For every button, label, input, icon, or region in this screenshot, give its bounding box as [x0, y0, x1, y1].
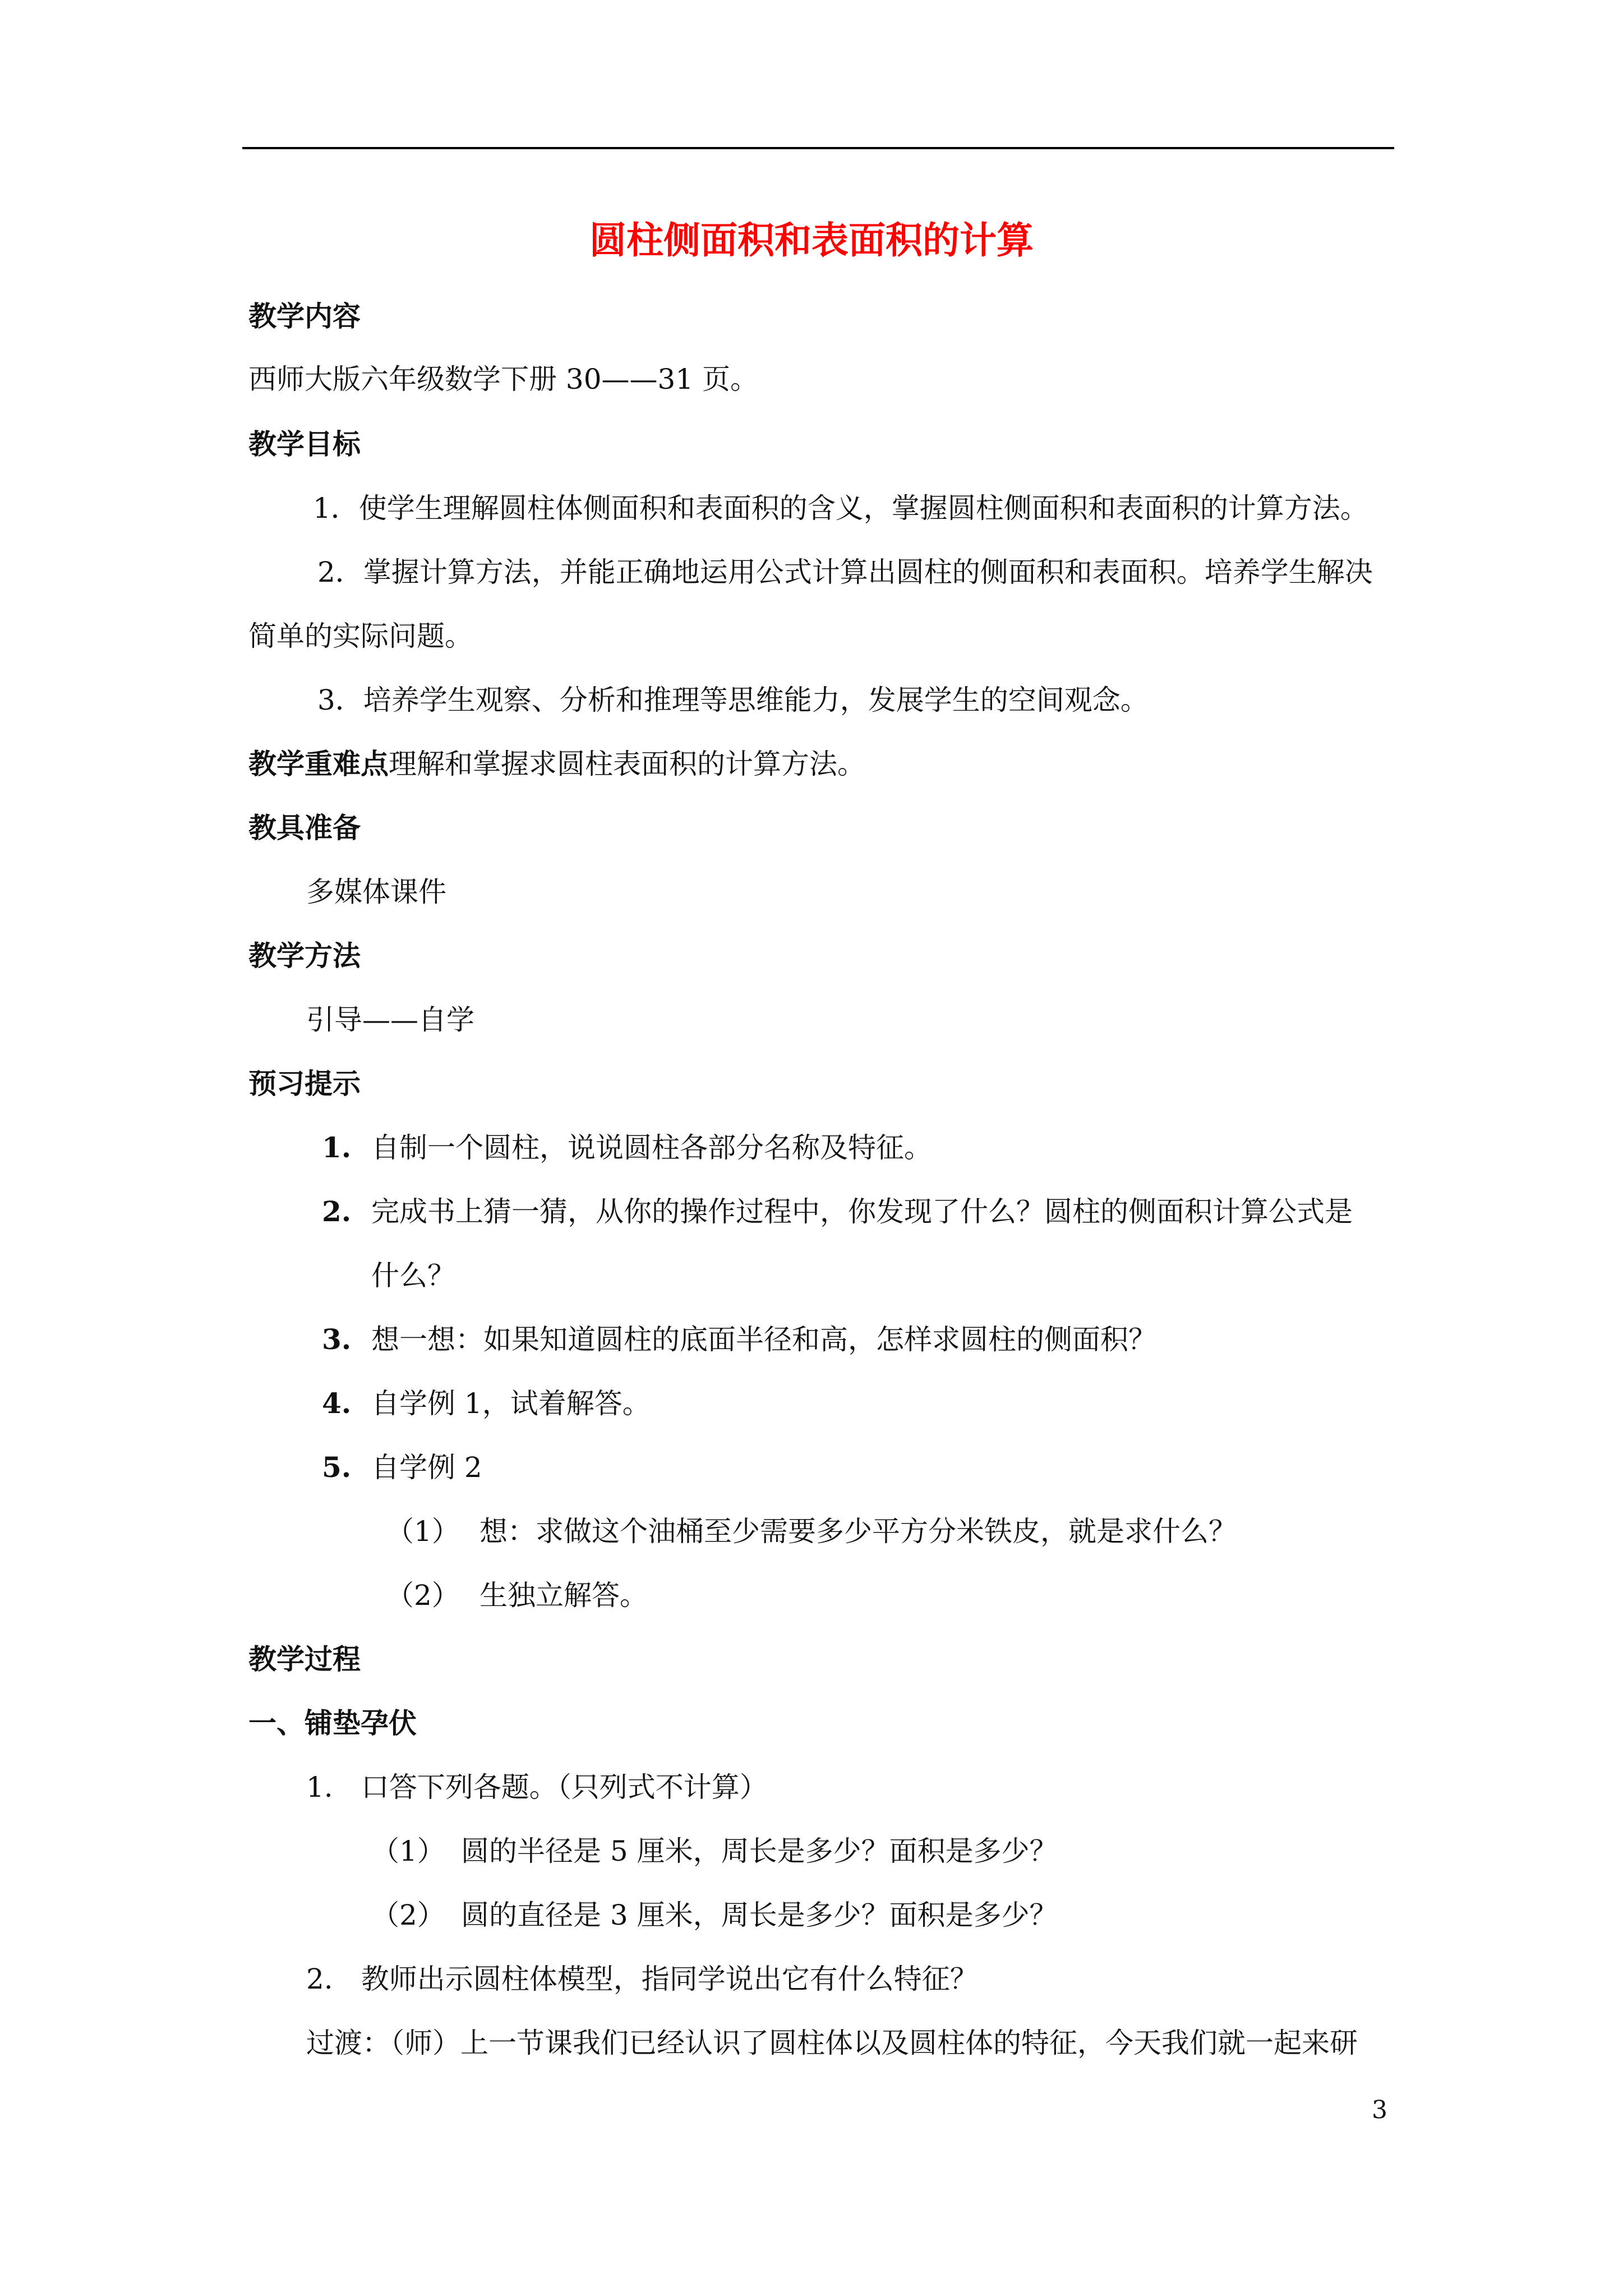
process-item-1: 1. 口答下列各题。（只列式不计算） — [306, 1771, 768, 1803]
preview-item-2-number: 2. — [322, 1195, 352, 1228]
preview-item-2-text: 完成书上猜一猜，从你的操作过程中，你发现了什么？圆柱的侧面积计算公式是 — [371, 1195, 1353, 1228]
preview-item-2-cont: 什么？ — [371, 1259, 455, 1292]
content-text: 西师大版六年级数学下册 30——31 页。 — [248, 363, 759, 395]
method-text: 引导——自学 — [306, 1004, 474, 1036]
process-subitem-1-number: （1） — [371, 1835, 445, 1867]
preview-item-4-number: 4. — [322, 1387, 352, 1420]
goal-item-2: 2．掌握计算方法，并能正确地运用公式计算出圆柱的侧面积和表面积。培养学生解决 — [317, 556, 1373, 588]
process-subitem-2-number: （2） — [371, 1899, 445, 1931]
heading-part1: 一、铺垫孕伏 — [248, 1706, 417, 1740]
goal-item-2-cont: 简单的实际问题。 — [248, 620, 473, 652]
preview-subitem-1-text: 想：求做这个油桶至少需要多少平方分米铁皮，就是求什么？ — [479, 1515, 1237, 1548]
preview-item-5-text: 自学例 2 — [371, 1451, 482, 1484]
preview-subitem-2-text: 生独立解答。 — [479, 1579, 648, 1612]
key-points-line — [248, 744, 865, 784]
heading-content: 教学内容 — [248, 300, 361, 333]
process-item-2: 2. 教师出示圆柱体模型，指同学说出它有什么特征？ — [306, 1963, 978, 1995]
process-subitem-2-text: 圆的直径是 3 厘米，周长是多少？面积是多少？ — [461, 1899, 1058, 1931]
page-number: 3 — [1372, 2096, 1387, 2124]
preview-item-4-text: 自学例 1，试着解答。 — [371, 1387, 651, 1420]
preview-subitem-2-number: （2） — [386, 1579, 460, 1612]
preview-item-1-text: 自制一个圆柱，说说圆柱各部分名称及特征。 — [371, 1131, 932, 1164]
tools-text: 多媒体课件 — [306, 876, 446, 908]
heading-method: 教学方法 — [248, 939, 361, 972]
preview-item-3-text: 想一想：如果知道圆柱的底面半径和高，怎样求圆柱的侧面积？ — [371, 1323, 1156, 1356]
header-rule — [242, 147, 1394, 149]
process-transition: 过渡：（师）上一节课我们已经认识了圆柱体以及圆柱体的特征，今天我们就一起来研 — [306, 2027, 1358, 2059]
heading-key-points: 教学重难点 — [248, 747, 389, 780]
goal-item-1: 1．使学生理解圆柱体侧面积和表面积的含义，掌握圆柱侧面积和表面积的计算方法。 — [313, 492, 1368, 524]
process-subitem-1-text: 圆的半径是 5 厘米，周长是多少？面积是多少？ — [461, 1835, 1058, 1867]
preview-item-5-number: 5. — [322, 1451, 352, 1484]
heading-goals: 教学目标 — [248, 427, 361, 461]
heading-preview: 预习提示 — [248, 1067, 361, 1100]
preview-item-3-number: 3. — [322, 1323, 352, 1356]
goal-item-3: 3．培养学生观察、分析和推理等思维能力，发展学生的空间观念。 — [317, 684, 1149, 716]
heading-tools: 教具准备 — [248, 811, 361, 844]
key-points-text: 理解和掌握求圆柱表面积的计算方法。 — [389, 748, 865, 780]
preview-subitem-1-number: （1） — [386, 1515, 460, 1548]
document-title: 圆柱侧面积和表面积的计算 — [589, 218, 1034, 262]
preview-item-1-number: 1. — [322, 1131, 352, 1164]
heading-process: 教学过程 — [248, 1642, 361, 1676]
